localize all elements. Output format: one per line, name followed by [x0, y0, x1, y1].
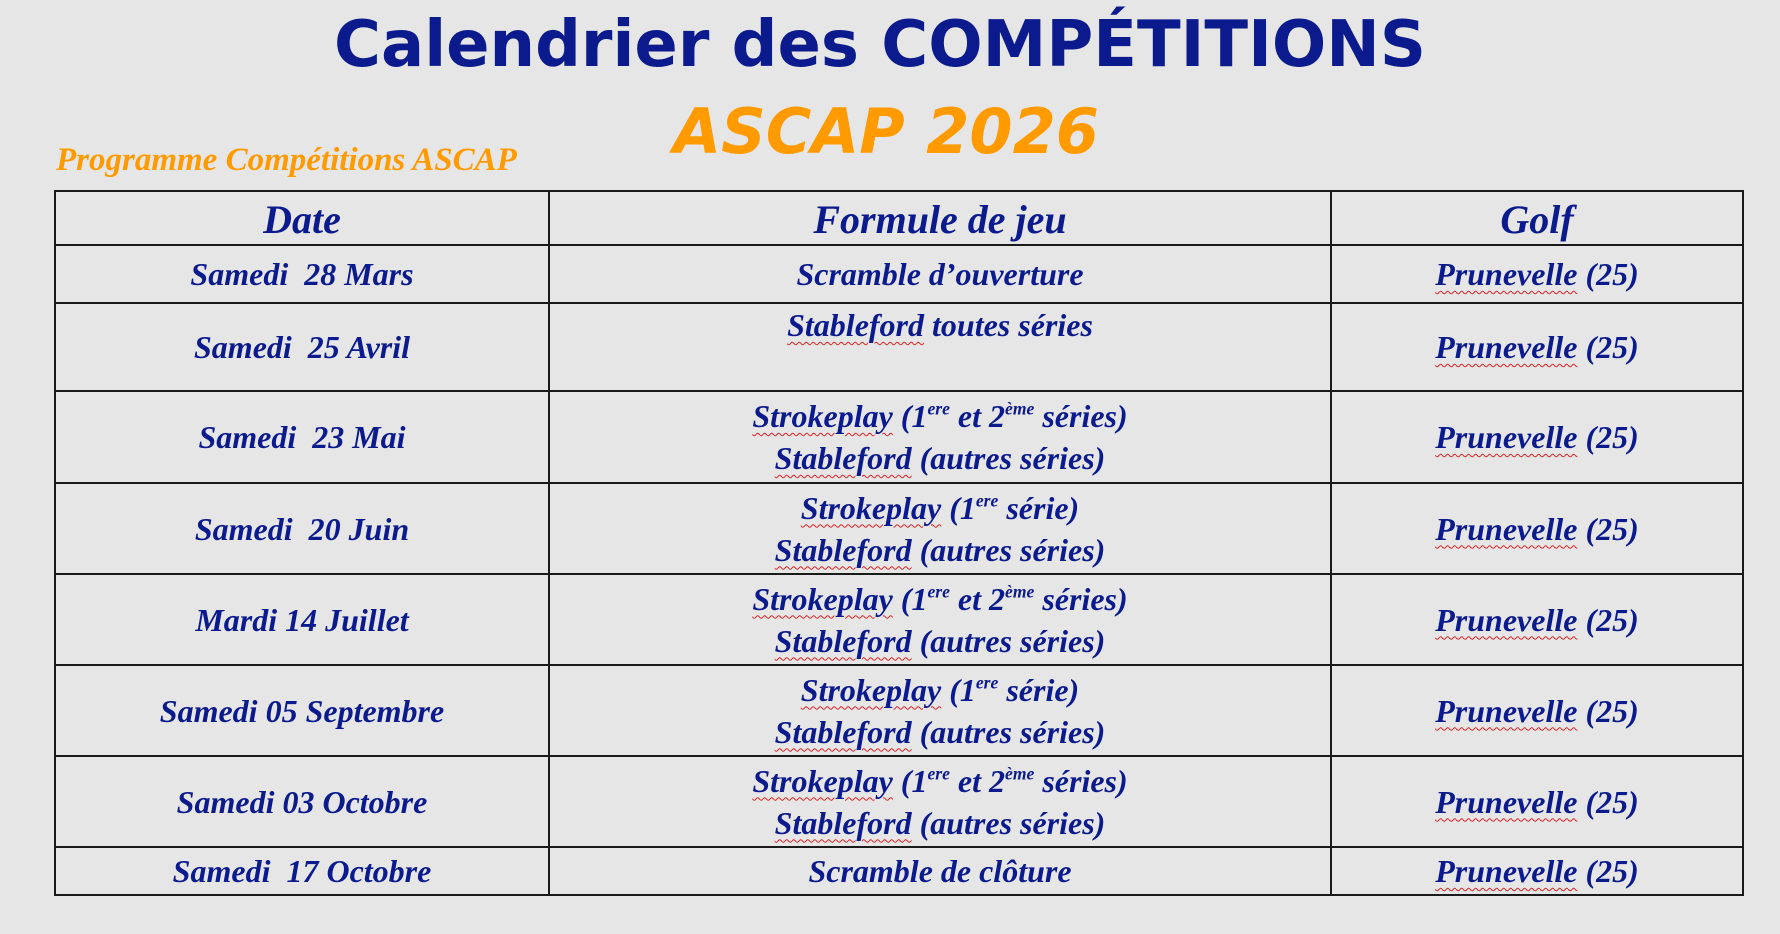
superscript: ème [1005, 581, 1035, 602]
formule-text: séries) [1034, 580, 1128, 617]
formule-cell [549, 665, 1331, 756]
golf-name: Prunevelle [1435, 256, 1578, 292]
formule-cell [549, 483, 1331, 574]
superscript: ere [927, 398, 950, 419]
competition-table [54, 190, 1744, 896]
golf-department: (25) [1577, 329, 1639, 365]
golf-name: Prunevelle [1435, 692, 1578, 729]
formule-text: (1 [941, 671, 976, 708]
superscript: ere [975, 490, 999, 511]
formule-text: et 2 [949, 398, 1006, 434]
formule-text: et 2 [949, 580, 1006, 617]
table-body [55, 245, 1743, 895]
formule-text: série) [998, 671, 1080, 708]
date-cell: Samedi 23 Mai [55, 391, 549, 483]
golf-department: (25) [1577, 601, 1639, 638]
formule-line [550, 711, 1330, 753]
golf-department: (25) [1577, 853, 1639, 889]
formule-name: Stableford [787, 307, 924, 343]
formule-text: (1 [941, 489, 976, 526]
column-header-golf: Golf [1331, 191, 1743, 245]
formule-line [550, 578, 1330, 620]
formule-text: (1 [892, 398, 928, 434]
formule-text: séries) [1034, 762, 1128, 799]
golf-department: (25) [1577, 783, 1639, 820]
formule-name: Strokeplay [800, 489, 942, 526]
golf-department: (25) [1577, 419, 1639, 455]
formule-line [550, 253, 1330, 295]
superscript: ème [1005, 398, 1035, 419]
table-header-row [55, 191, 1743, 245]
column-header-formule: Formule de jeu [549, 191, 1331, 245]
date-cell: Samedi 25 Avril [55, 303, 549, 391]
date-cell: Samedi 17 Octobre [55, 847, 549, 895]
page-title: Calendrier des COMPÉTITIONS [334, 8, 1426, 82]
formule-line [550, 760, 1330, 802]
superscript: ere [927, 581, 950, 602]
golf-cell [1331, 847, 1743, 895]
golf-cell [1331, 245, 1743, 303]
golf-name: Prunevelle [1435, 601, 1578, 638]
formule-line [550, 529, 1330, 571]
golf-cell [1331, 756, 1743, 847]
golf-cell [1331, 391, 1743, 483]
superscript: ere [927, 763, 950, 784]
date-cell: Samedi 03 Octobre [55, 756, 549, 847]
formule-cell [549, 303, 1331, 391]
formule-name: Stableford [774, 713, 912, 750]
formule-text: (autres séries) [911, 440, 1106, 476]
formule-text: Scramble d’ouverture [796, 256, 1084, 292]
date-cell: Mardi 14 Juillet [55, 574, 549, 665]
table-row [55, 665, 1743, 756]
formule-name: Stableford [774, 804, 912, 841]
golf-name: Prunevelle [1435, 419, 1578, 455]
formule-line [550, 620, 1330, 662]
formule-line [550, 395, 1330, 437]
formule-text: (1 [892, 580, 928, 617]
golf-name: Prunevelle [1435, 510, 1578, 547]
table-row [55, 847, 1743, 895]
formule-text: (autres séries) [911, 804, 1106, 841]
page-subtitle: ASCAP 2026 [673, 95, 1099, 168]
golf-name: Prunevelle [1435, 329, 1578, 365]
formule-line [550, 802, 1330, 844]
table-row [55, 391, 1743, 483]
table-row [55, 756, 1743, 847]
formule-cell [549, 847, 1331, 895]
formule-cell [549, 391, 1331, 483]
date-cell: Samedi 28 Mars [55, 245, 549, 303]
formule-text: et 2 [949, 762, 1006, 799]
golf-cell [1331, 303, 1743, 391]
formule-cell [549, 245, 1331, 303]
golf-cell [1331, 665, 1743, 756]
formule-name: Stableford [774, 531, 912, 568]
golf-cell [1331, 574, 1743, 665]
column-header-date: Date [55, 191, 549, 245]
formule-line [550, 437, 1330, 479]
formule-text: (autres séries) [911, 531, 1106, 568]
golf-name: Prunevelle [1435, 853, 1578, 889]
table-row [55, 303, 1743, 391]
date-cell: Samedi 20 Juin [55, 483, 549, 574]
formule-text: (1 [892, 762, 928, 799]
golf-name: Prunevelle [1435, 783, 1578, 820]
table-row [55, 574, 1743, 665]
golf-cell [1331, 483, 1743, 574]
golf-department: (25) [1577, 256, 1639, 292]
formule-name: Strokeplay [752, 580, 893, 617]
formule-text: Scramble de clôture [808, 853, 1072, 889]
programme-label: Programme Compétitions ASCAP [56, 142, 517, 178]
formule-cell [549, 574, 1331, 665]
table-row [55, 483, 1743, 574]
superscript: ème [1005, 763, 1035, 784]
formule-text: (autres séries) [911, 622, 1106, 659]
formule-line [550, 304, 1330, 346]
formule-name: Stableford [774, 622, 912, 659]
formule-text: toutes séries [924, 307, 1093, 343]
formule-cell [549, 756, 1331, 847]
formule-text: (autres séries) [911, 713, 1106, 750]
table-row [55, 245, 1743, 303]
golf-department: (25) [1577, 692, 1639, 729]
formule-line [550, 850, 1330, 892]
superscript: ere [975, 672, 999, 693]
formule-name: Strokeplay [752, 762, 893, 799]
formule-name: Strokeplay [800, 671, 942, 708]
golf-department: (25) [1577, 510, 1639, 547]
formule-line [550, 487, 1330, 529]
formule-text: série) [998, 489, 1080, 526]
formule-name: Stableford [774, 440, 912, 476]
formule-name: Strokeplay [752, 398, 893, 434]
formule-line [550, 669, 1330, 711]
date-cell: Samedi 05 Septembre [55, 665, 549, 756]
formule-text: séries) [1034, 398, 1128, 434]
